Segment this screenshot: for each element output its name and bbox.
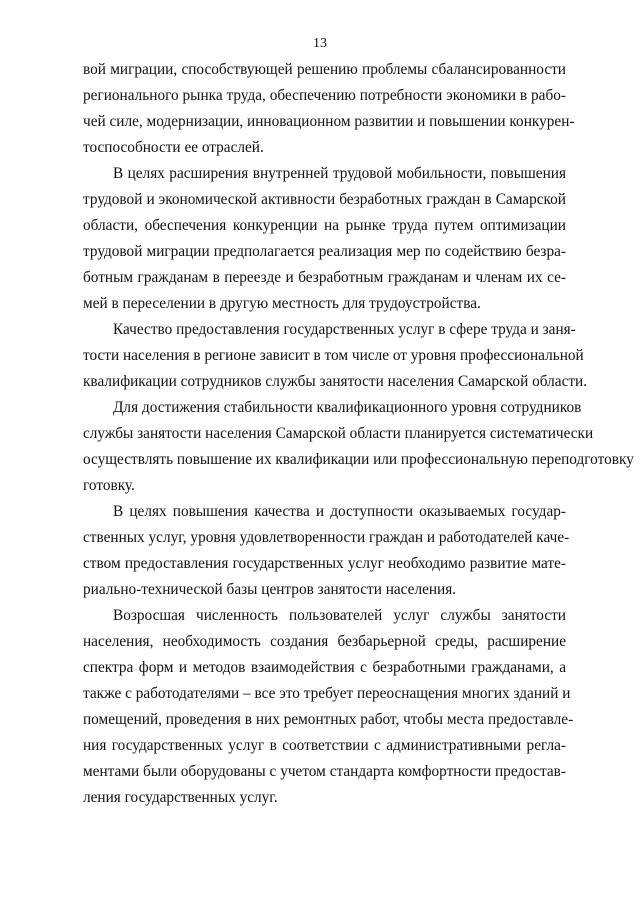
text-line: области, обеспечения конкуренции на рынке труда путем оптимизации [83,217,566,234]
text-line: тоспособности ее отраслей. [83,139,264,156]
text-line: ботным гражданам в переезде и безработным гражданам и членам их се- [83,269,566,286]
text-line: ния государственных услуг в соответствии с административными регла- [83,737,566,754]
page-number: 13 [313,36,327,51]
text-line: чей силе, модернизации, инновационном развитии и повышении конкурен- [83,113,575,130]
text-line: вой миграции, способствующей решению проблемы сбалансированности [83,61,566,78]
text-line: трудовой миграции предполагается реализация мер по содействию безра- [83,243,566,260]
paragraph-first-line: Для достижения стабильности квалификационного уровня сотрудников [113,399,582,416]
text-line: службы занятости населения Самарской области планируется систематически [83,425,594,442]
paragraph-first-line: В целях повышения качества и доступности оказываемых государ- [113,503,566,520]
text-line: ления государственных услуг. [83,789,278,806]
text-line: риально-технической базы центров занятости населения. [83,581,457,598]
text-line: регионального рынка труда, обеспечению потребности экономики в рабо- [83,87,566,104]
text-line: осуществлять повышение их квалификации или профессиональную переподготовку [83,451,634,468]
paragraph-first-line: Возросшая численность пользователей услуг службы занятости [113,607,566,624]
text-line: населения, необходимость создания безбарьерной среды, расширение [83,633,566,650]
text-line: мей в переселении в другую местность для трудоустройства. [83,295,481,312]
text-line: спектра форм и методов взаимодействия с безработными гражданами, а [83,659,566,676]
paragraph-first-line: В целях расширения внутренней трудовой мобильности, повышения [113,165,566,182]
paragraph-first-line: Качество предоставления государственных услуг в сфере труда и заня- [113,321,576,338]
text-line: квалификации сотрудников службы занятости населения Самарской области. [83,373,588,390]
text-line: ственных услуг, уровня удовлетворенности граждан и работодателей каче- [83,529,570,546]
text-line: трудовой и экономической активности безработных граждан в Самарской [83,191,566,208]
text-line: помещений, проведения в них ремонтных работ, чтобы места предоставле- [83,711,574,728]
text-line: также с работодателями – все это требует переоснащения многих зданий и [83,685,571,702]
text-line: ментами были оборудованы с учетом стандарта комфортности предостав- [83,763,566,780]
text-line: ством предоставления государственных услуг необходимо развитие мате- [83,555,566,572]
text-line: тости населения в регионе зависит в том числе от уровня профессиональной [83,347,584,364]
text-line: готовку. [83,477,135,494]
